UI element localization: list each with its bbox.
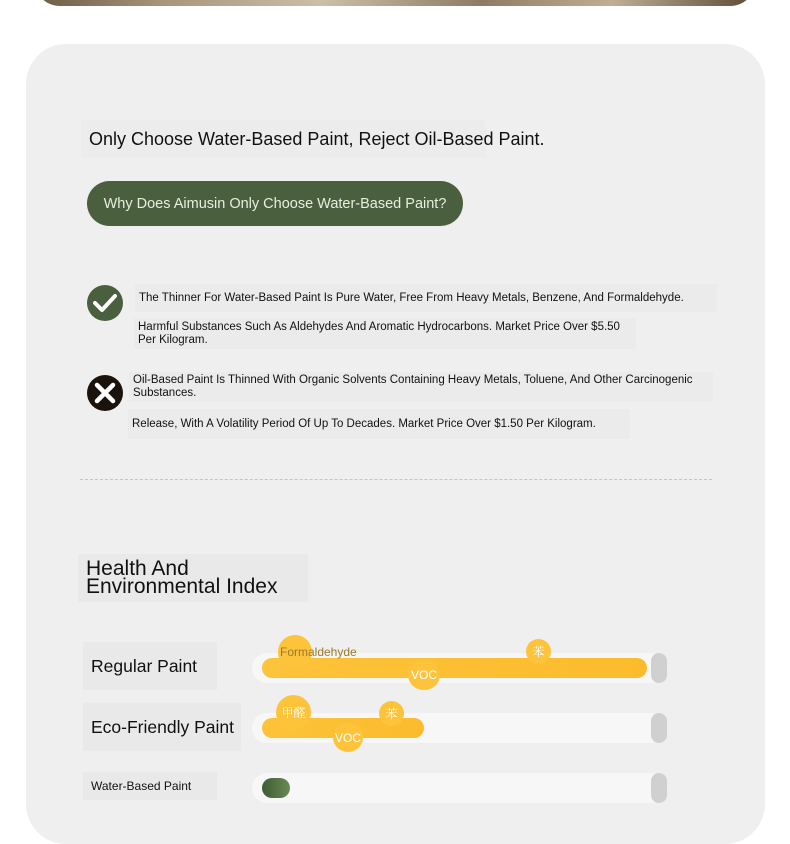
why-button-label: Why Does Aimusin Only Choose Water-Based Paint? xyxy=(103,195,447,212)
index-bar-water-based-paint xyxy=(252,773,665,803)
why-water-based-button[interactable] xyxy=(87,181,463,226)
track-end-cap xyxy=(651,773,667,803)
water-based-line-1: The Thinner For Water-Based Paint Is Pure Water, Free From Heavy Metals, Benzene, And Formaldehyde. xyxy=(135,284,717,312)
row-label-water-based-paint: Water-Based Paint xyxy=(83,772,217,800)
level-fill xyxy=(262,658,647,678)
row-label-regular-paint: Regular Paint xyxy=(83,642,217,690)
row-label-eco-friendly-paint: Eco-Friendly Paint xyxy=(83,703,241,751)
water-based-line-2: Harmful Substances Such As Aldehydes And Aromatic Hydrocarbons. Market Price Over $5.50 Per Kilogram. xyxy=(134,318,636,349)
track-end-cap xyxy=(651,713,667,743)
voc-marker: VOC xyxy=(333,723,363,752)
formaldehyde-marker: 甲醛 xyxy=(276,695,311,730)
benzene-marker: 苯 xyxy=(379,701,404,726)
track-end-cap xyxy=(651,653,667,683)
oil-based-line-1: Oil-Based Paint Is Thinned With Organic Solvents Containing Heavy Metals, Toluene, And Other Carcinogenic Substances. xyxy=(129,372,713,402)
page-headline xyxy=(81,120,545,158)
check-icon xyxy=(87,285,123,321)
benzene-marker: 苯 xyxy=(526,639,551,664)
level-fill xyxy=(262,778,290,798)
headline-text: Only Choose Water-Based Paint, Reject Oil-Based Paint. xyxy=(89,128,545,149)
formaldehyde-label: Formaldehyde xyxy=(280,645,357,659)
index-bar-eco-friendly-paint xyxy=(252,713,665,743)
hero-photo xyxy=(34,0,756,6)
section-divider xyxy=(80,479,712,480)
voc-marker: VOC xyxy=(408,660,440,690)
oil-based-line-2: Release, With A Volatility Period Of Up To Decades. Market Price Over $1.50 Per Kilogram. xyxy=(128,409,630,439)
index-title: Health And Environmental Index xyxy=(78,554,308,602)
x-icon xyxy=(87,375,123,411)
